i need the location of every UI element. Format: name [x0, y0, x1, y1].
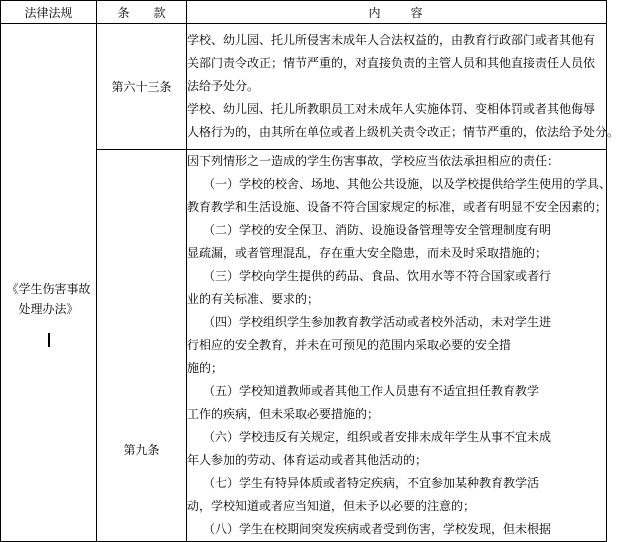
content-line: （二）学校的安全保卫、消防、设施设备管理等安全管理制度有明: [203, 223, 552, 237]
law-name: 《学生伤害事故处理办法》: [6, 281, 91, 316]
article-63-content: [187, 24, 619, 150]
content-line: （七）学生有特异体质或者特定疾病，不宜参加某种教育教学活: [203, 476, 540, 490]
header-content: 内 容: [187, 1, 607, 24]
content-line: 教育教学和生活设施、设备不符合国家规定的标准，或者有明显不安全因素的；: [187, 200, 608, 214]
content-line: （三）学校向学生提供的药品、食品、饮用水等不符合国家或者行: [203, 269, 552, 283]
article-63-label: 第六十三条: [97, 24, 187, 150]
content-line: 业的有关标准、要求的；: [187, 292, 320, 306]
text-cursor: [48, 333, 50, 347]
content-line: 工作的疾病，但未采取必要措施的；: [187, 407, 380, 421]
content-line: 行相应的安全教育，并未在可预见的范围内采取必要的安全措: [187, 338, 512, 352]
content-line: （一）学校的校舍、场地、其他公共设施，以及学校提供给学生使用的学具、: [203, 177, 612, 191]
content-line: 学校、幼儿园、托儿所侵害未成年人合法权益的，由教育行政部门或者其他有: [187, 33, 596, 47]
article-9-cell: [97, 150, 187, 542]
header-row: [1, 1, 607, 24]
content-line: （四）学校组织学生参加教育教学活动或者校外活动，未对学生进: [203, 315, 552, 329]
article-9-content: [187, 150, 612, 542]
content-line: 法给予处分。: [187, 79, 260, 93]
content-line: 施的；: [187, 361, 224, 375]
content-line: （六）学校违反有关规定，组织或者安排未成年学生从事不宜未成: [203, 430, 552, 444]
content-line: 显疏漏，或者管理混乱，存在重大安全隐患，而未及时采取措施的；: [187, 246, 548, 260]
row-article-63: [1, 24, 607, 150]
content-line: （八）学生在校期间突发疾病或者受到伤害，学校发现，但未根据: [203, 522, 552, 536]
law-name-cell: [1, 24, 97, 542]
content-line: 年人参加的劳动、体育运动或者其他活动的；: [187, 453, 428, 467]
content-line: 关部门责令改正；情节严重的，对直接负责的主管人员和其他直接责任人员依: [187, 56, 596, 70]
content-line: 人格行为的，由其所在单位或者上级机关责令改正；情节严重的，依法给予处分。: [187, 125, 619, 139]
header-law: 法律法规: [1, 1, 97, 24]
content-line: 因下列情形之一造成的学生伤害事故，学校应当依法承担相应的责任：: [187, 154, 560, 168]
content-line: （五）学校知道教师或者其他工作人员患有不适宜担任教育教学: [203, 384, 540, 398]
header-article: 条 款: [97, 1, 187, 24]
article-9-label: 第九条: [123, 443, 160, 457]
content-line: 学校、幼儿园、托儿所教职员工对未成年人实施体罚、变相体罚或者其他侮辱: [187, 102, 596, 116]
content-line: 动，学校知道或者应当知道，但未予以必要的注意的；: [187, 499, 476, 513]
